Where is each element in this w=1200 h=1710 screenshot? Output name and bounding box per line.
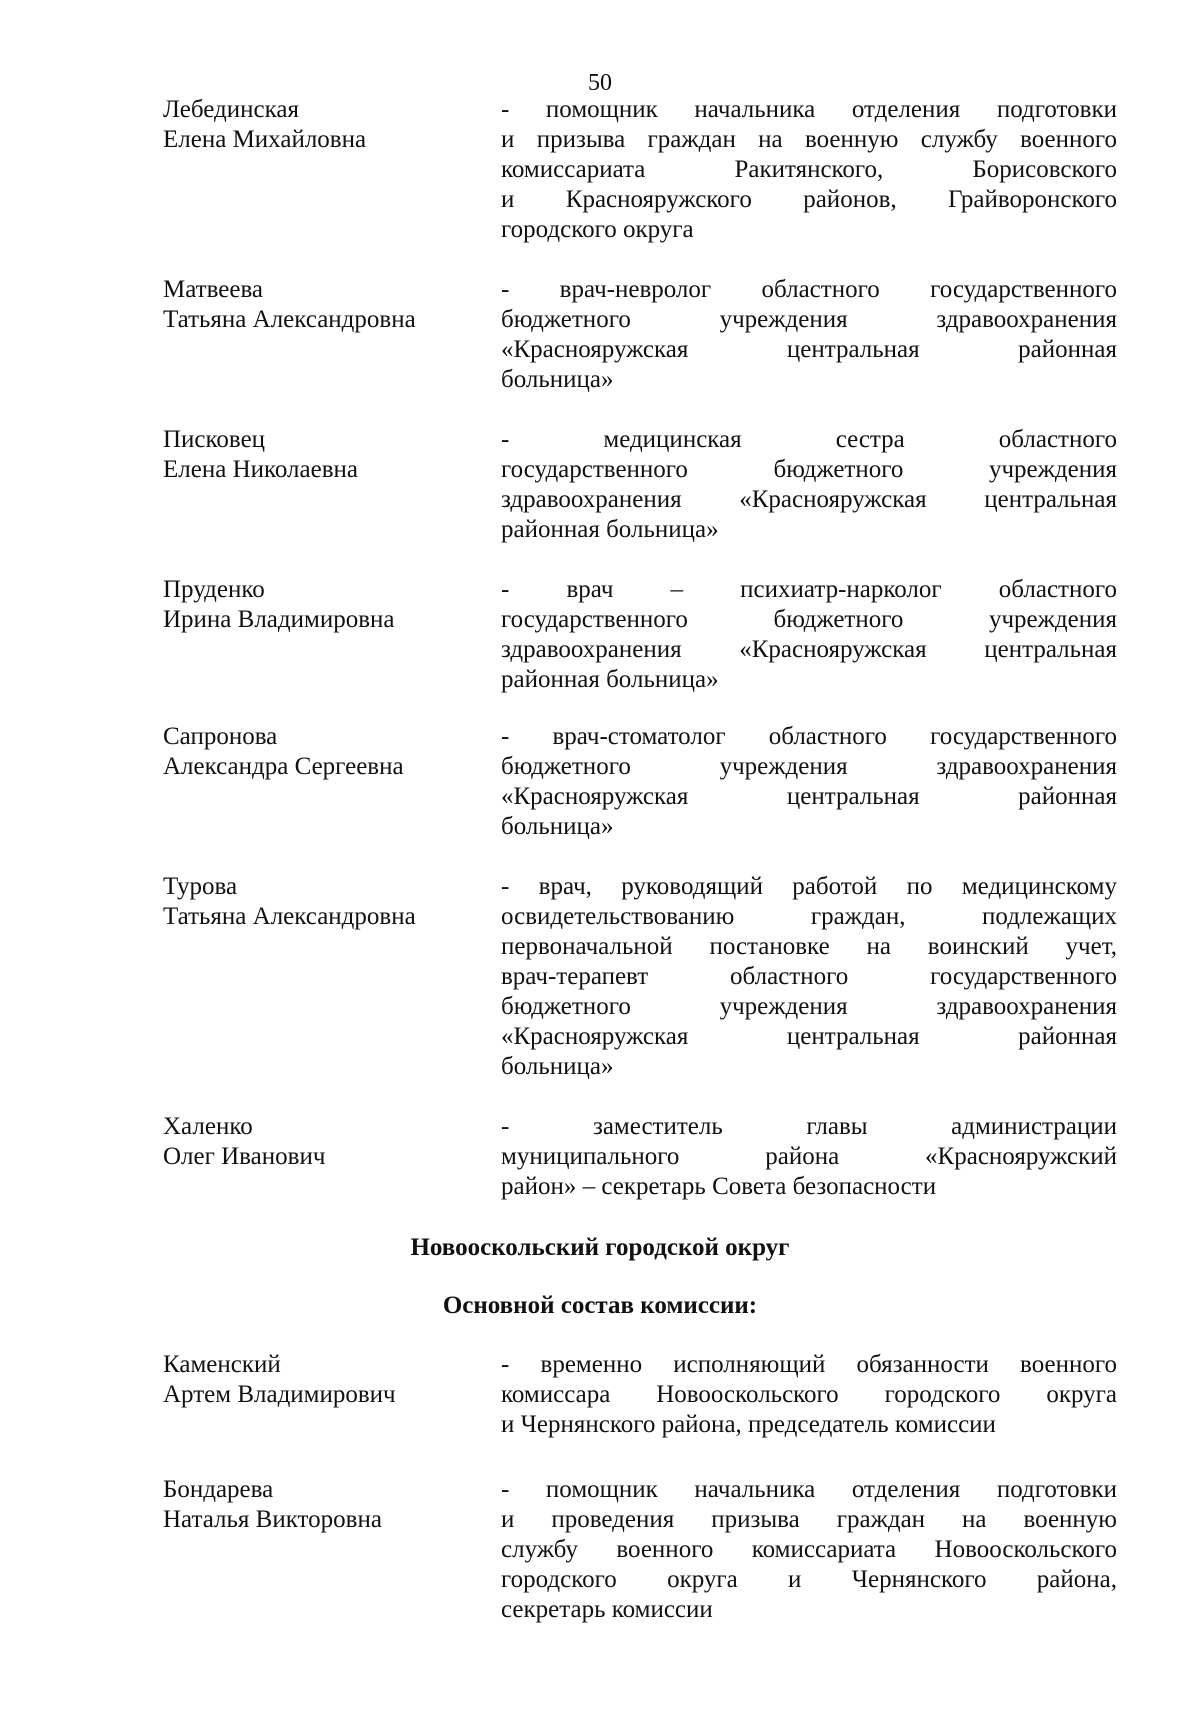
role-line: больница» — [501, 813, 614, 840]
role-line: освидетельствованию граждан, подлежащих — [501, 903, 1117, 930]
person-given-name: Татьяна Александровна — [163, 306, 416, 333]
role-line: муниципального района «Краснояружский — [501, 1143, 1117, 1170]
person-role — [501, 95, 1117, 245]
role-line: бюджетного учреждения здравоохранения — [501, 993, 1117, 1020]
person-name — [163, 1350, 493, 1410]
person-name — [163, 575, 493, 635]
person-surname: Каменский — [163, 1351, 281, 1378]
role-line: городского округа — [501, 216, 694, 243]
role-line: здравоохранения «Краснояружская центральная — [501, 636, 1117, 663]
person-given-name: Татьяна Александровна — [163, 903, 416, 930]
role-line: службу военного комиссариата Новооскольского — [501, 1536, 1117, 1563]
person-given-name: Наталья Викторовна — [163, 1506, 382, 1533]
person-surname: Пруденко — [163, 576, 265, 603]
person-role — [501, 575, 1117, 695]
role-line: секретарь комиссии — [501, 1596, 713, 1623]
person-surname: Писковец — [163, 426, 266, 453]
person-role — [501, 872, 1117, 1082]
role-line: «Краснояружская центральная районная — [501, 1023, 1117, 1050]
person-surname: Турова — [163, 873, 238, 900]
role-line: врач-терапевт областного государственного — [501, 963, 1117, 990]
person-name — [163, 1112, 493, 1172]
role-line: - помощник начальника отделения подготовки — [501, 1476, 1117, 1503]
role-line: - медицинская сестра областного — [501, 426, 1117, 453]
person-given-name: Артем Владимирович — [163, 1381, 396, 1408]
person-role — [501, 1112, 1117, 1202]
role-line: больница» — [501, 366, 614, 393]
role-line: - врач-невролог областного государственного — [501, 276, 1117, 303]
role-line: бюджетного учреждения здравоохранения — [501, 753, 1117, 780]
role-line: государственного бюджетного учреждения — [501, 456, 1117, 483]
person-given-name: Ирина Владимировна — [163, 606, 395, 633]
person-surname: Лебединская — [163, 96, 299, 123]
person-role — [501, 1475, 1117, 1625]
role-line: и Чернянского района, председатель комиссии — [501, 1411, 996, 1438]
role-line: бюджетного учреждения здравоохранения — [501, 306, 1117, 333]
person-given-name: Олег Иванович — [163, 1143, 326, 1170]
person-name — [163, 722, 493, 782]
role-line: комиссара Новооскольского городского округа — [501, 1381, 1117, 1408]
person-role — [501, 1350, 1117, 1440]
person-name — [163, 95, 493, 155]
role-line: - временно исполняющий обязанности военного — [501, 1351, 1117, 1378]
person-given-name: Александра Сергеевна — [163, 753, 404, 780]
person-role — [501, 425, 1117, 545]
role-line: больница» — [501, 1053, 614, 1080]
person-surname: Халенко — [163, 1113, 253, 1140]
person-surname: Бондарева — [163, 1476, 274, 1503]
person-given-name: Елена Михайловна — [163, 126, 367, 153]
role-line: «Краснояружская центральная районная — [501, 336, 1117, 363]
person-name — [163, 872, 493, 932]
role-line: - помощник начальника отделения подготовки — [501, 96, 1117, 123]
role-line: и Краснояружского районов, Грайворонского — [501, 186, 1117, 213]
role-line: здравоохранения «Краснояружская центральная — [501, 486, 1117, 513]
role-line: - врач, руководящий работой по медицинскому — [501, 873, 1117, 900]
person-name — [163, 1475, 493, 1535]
role-line: и призыва граждан на военную службу военного — [501, 126, 1117, 153]
role-line: комиссариата Ракитянского, Борисовского — [501, 156, 1117, 183]
role-line: государственного бюджетного учреждения — [501, 606, 1117, 633]
role-line: - заместитель главы администрации — [501, 1113, 1117, 1140]
person-given-name: Елена Николаевна — [163, 456, 358, 483]
page-number: 50 — [588, 70, 612, 96]
role-line: - врач – психиатр-нарколог областного — [501, 576, 1117, 603]
role-line: и проведения призыва граждан на военную — [501, 1506, 1117, 1533]
person-role — [501, 275, 1117, 395]
subsection-heading: Основной состав комиссии: — [442, 1292, 758, 1319]
person-surname: Матвеева — [163, 276, 264, 303]
person-surname: Сапронова — [163, 723, 278, 750]
role-line: первоначальной постановке на воинский учет, — [501, 933, 1117, 960]
person-name — [163, 275, 493, 335]
role-line: «Краснояружская центральная районная — [501, 783, 1117, 810]
person-name — [163, 425, 493, 485]
role-line: районная больница» — [501, 516, 719, 543]
role-line: - врач-стоматолог областного государственного — [501, 723, 1117, 750]
role-line: городского округа и Чернянского района, — [501, 1566, 1117, 1593]
section-heading: Новооскольский городской округ — [410, 1234, 790, 1261]
role-line: район» – секретарь Совета безопасности — [501, 1173, 937, 1200]
role-line: районная больница» — [501, 666, 719, 693]
person-role — [501, 722, 1117, 842]
